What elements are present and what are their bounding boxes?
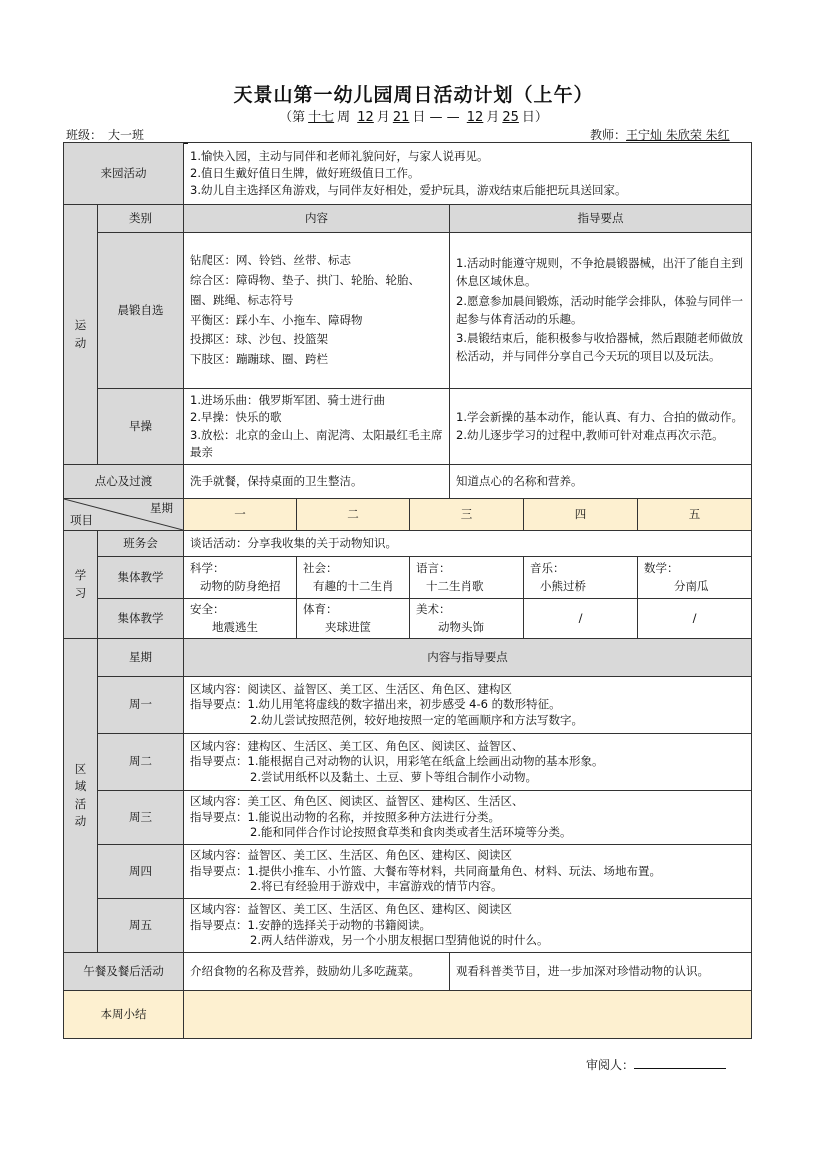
area-line: 区域内容：建构区、生活区、美工区、角色区、阅读区、益智区、 — [190, 738, 524, 753]
reviewer-signature-field[interactable] — [634, 1056, 726, 1069]
lesson-cell-empty: / — [638, 599, 752, 639]
lesson-title: 地震逃生 — [212, 619, 258, 634]
class-value: 大一班 — [102, 126, 188, 144]
teacher-info — [590, 126, 730, 143]
corner-item: 项目 — [70, 512, 93, 527]
area-content-thu — [184, 845, 752, 899]
content-line: 下肢区：蹦蹦球、圈、跨栏 — [190, 352, 328, 367]
start-month: 12 — [357, 110, 374, 125]
lunch-label: 午餐及餐后活动 — [64, 953, 184, 991]
week-label: 周 — [337, 110, 351, 125]
area-line: 2.幼儿尝试按照范例，较好地按照一定的笔画顺序和方法写数字。 — [250, 712, 583, 727]
lesson-subject: 科学： — [190, 561, 225, 576]
lesson-cell-empty: / — [524, 599, 638, 639]
lesson-cell — [184, 557, 297, 599]
area-content-tue — [184, 734, 752, 791]
arrival-line: 1.愉快入园，主动与同伴和老师礼貌问好，与家人说再见。 — [190, 148, 489, 163]
morning-exercise-label: 晨锻自选 — [98, 233, 184, 389]
subtitle-open: （第 — [279, 110, 306, 125]
area-line: 区域内容：美工区、角色区、阅读区、益智区、建构区、生活区、 — [190, 794, 524, 809]
area-line: 指导要点：1.安静的选择关于动物的书籍阅读。 — [190, 917, 431, 932]
lesson-cell — [184, 599, 297, 639]
area-day-tue: 周二 — [98, 734, 184, 791]
area-day-mon: 周一 — [98, 677, 184, 734]
area-day-fri: 周五 — [98, 899, 184, 953]
weekday-tue: 二 — [297, 499, 410, 531]
area-day-thu: 周四 — [98, 845, 184, 899]
week-date-range — [0, 106, 827, 125]
end-day: 25 — [502, 110, 519, 125]
weekday-corner — [64, 499, 184, 531]
snack-content: 洗手就餐，保持桌面的卫生整洁。 — [184, 465, 450, 499]
lesson-subject: 安全： — [190, 602, 225, 617]
page-title: 天景山第一幼儿园周日活动计划（上午） — [233, 84, 594, 106]
content-line: 综合区：障碍物、垫子、拱门、轮胎、轮胎、 — [190, 272, 420, 287]
lesson-title: 分南瓜 — [674, 578, 709, 593]
morning-exercise-content — [184, 233, 450, 389]
meeting-content: 谈话活动：分享我收集的关于动物知识。 — [184, 531, 752, 557]
content-line: 1.进场乐曲：俄罗斯军团、骑士进行曲 — [190, 393, 385, 407]
corner-weekday: 星期 — [150, 501, 173, 515]
summary-content[interactable] — [184, 991, 752, 1039]
summary-label: 本周小结 — [64, 991, 184, 1039]
snack-guide: 知道点心的名称和营养。 — [450, 465, 752, 499]
content-line: 投掷区：球、沙包、投篮架 — [190, 332, 328, 347]
exercise-guide — [450, 389, 752, 465]
lesson-cell — [638, 557, 752, 599]
area-content-mon — [184, 677, 752, 734]
month-label: 月 — [376, 110, 390, 125]
lunch-content: 介绍食物的名称及营养，鼓励幼儿多吃蔬菜。 — [184, 953, 450, 991]
sports-label: 运 动 — [64, 205, 98, 465]
area-line: 2.两人结伴游戏，另一个小朋友根据口型猜他说的时什么。 — [250, 933, 549, 948]
lesson-subject: 数学： — [644, 561, 679, 576]
area-line: 区域内容：阅读区、益智区、美工区、生活区、角色区、建构区 — [190, 681, 512, 696]
lesson-title: 夹球进筐 — [325, 619, 371, 634]
lesson-subject: 社会： — [303, 561, 338, 576]
col-type: 类别 — [98, 205, 184, 233]
area-line: 指导要点：1.能说出动物的名称，并按照多种方法进行分类。 — [190, 809, 500, 824]
lesson-cell — [297, 599, 410, 639]
guide-line: 1.活动时能遵守规则，不争抢晨锻器械，出汗了能自主到休息区域休息。 — [456, 256, 743, 288]
lesson-subject: 语言： — [416, 561, 451, 576]
week-number: 十七 — [308, 110, 335, 125]
lunch-guide: 观看科普类节目，进一步加深对珍惜动物的认识。 — [450, 953, 752, 991]
area-col-day: 星期 — [98, 639, 184, 677]
area-label: 区 域 活 动 — [64, 639, 98, 953]
area-line: 指导要点：1.能根据自己对动物的认识，用彩笔在纸盒上绘画出动物的基本形象。 — [190, 754, 604, 769]
lesson-cell — [410, 557, 524, 599]
weekday-thu: 四 — [524, 499, 638, 531]
study-label: 学 习 — [64, 531, 98, 639]
col-guide: 指导要点 — [450, 205, 752, 233]
class-label: 班级： — [66, 128, 103, 142]
meeting-label: 班务会 — [98, 531, 184, 557]
area-day-wed: 周三 — [98, 791, 184, 845]
content-line: 2.早操：快乐的歌 — [190, 410, 282, 425]
lesson-cell — [524, 557, 638, 599]
content-line: 3.放松：北京的金山上、南泥湾、太阳最红毛主席最亲 — [190, 427, 443, 459]
lesson-subject: 体育： — [303, 602, 338, 617]
arrival-line: 3.幼儿自主选择区角游戏，与同伴友好相处，爱护玩具，游戏结束后能把玩具送回家。 — [190, 183, 627, 198]
area-content-fri — [184, 899, 752, 953]
arrival-label: 来园活动 — [64, 143, 184, 205]
area-line: 区域内容：益智区、美工区、生活区、角色区、建构区、阅读区 — [190, 848, 512, 863]
guide-line: 2.幼儿逐步学习的过程中,教师可针对难点再次示范。 — [456, 427, 724, 442]
content-line: 平衡区：踩小车、小拖车、障碍物 — [190, 312, 363, 327]
weekday-fri: 五 — [638, 499, 752, 531]
teacher-value: 王宁灿 朱欣荣 朱红 — [626, 128, 730, 142]
teacher-label: 教师： — [590, 128, 627, 142]
end-month: 12 — [466, 110, 484, 125]
lesson-title: 有趣的十二生肖 — [313, 578, 394, 593]
area-line: 2.将已有经验用于游戏中，丰富游戏的情节内容。 — [250, 879, 503, 894]
start-day: 21 — [392, 110, 410, 125]
col-content: 内容 — [184, 205, 450, 233]
weekday-wed: 三 — [410, 499, 524, 531]
lesson-subject: 音乐： — [530, 561, 565, 576]
lesson-cell — [410, 599, 524, 639]
day-label: 日 — — — [412, 110, 460, 125]
exercise-content — [184, 389, 450, 465]
group-teaching-label: 集体教学 — [98, 557, 184, 599]
arrival-line: 2.值日生戴好值日生牌，做好班级值日工作。 — [190, 165, 420, 180]
area-col-content: 内容与指导要点 — [184, 639, 752, 677]
activity-plan-table — [63, 142, 752, 1039]
lesson-subject: 美术： — [416, 602, 451, 617]
lesson-title: 小熊过桥 — [540, 578, 586, 593]
area-line: 指导要点：1.提供小推车、小竹篮、大餐布等材料，共同商量角色、材料、玩法、场地布置。 — [190, 863, 661, 878]
area-line: 2.尝试用纸杯以及黏土、土豆、萝卜等组合制作小动物。 — [250, 769, 537, 784]
area-line: 2.能和同伴合作讨论按照食草类和食肉类或者生活环境等分类。 — [250, 825, 572, 840]
area-content-wed — [184, 791, 752, 845]
reviewer-label: 审阅人： — [586, 1058, 635, 1072]
lesson-title: 动物头饰 — [438, 619, 484, 634]
lesson-cell — [297, 557, 410, 599]
lesson-title: 十二生肖歌 — [426, 578, 484, 593]
month-label: 月 — [486, 110, 500, 125]
guide-line: 3.晨锻结束后，能积极参与收拾器械，然后跟随老师做放松活动，并与同伴分享自己今天玩的项目以及玩法。 — [456, 331, 743, 364]
reviewer-line — [586, 1056, 726, 1073]
group-teaching-label: 集体教学 — [98, 599, 184, 639]
guide-line: 1.学会新操的基本动作，能认真、有力、合拍的做动作。 — [456, 410, 743, 425]
arrival-content — [184, 143, 752, 205]
morning-exercise-guide — [450, 233, 752, 389]
lesson-title: 动物的防身绝招 — [200, 578, 281, 593]
snack-label: 点心及过渡 — [64, 465, 184, 499]
exercise-label: 早操 — [98, 389, 184, 465]
content-line: 圈、跳绳、标志符号 — [190, 292, 294, 307]
area-line: 区域内容：益智区、美工区、生活区、角色区、建构区、阅读区 — [190, 902, 512, 917]
weekday-mon: 一 — [184, 499, 297, 531]
content-line: 钻爬区：网、铃铛、丝带、标志 — [190, 253, 351, 268]
area-line: 指导要点：1.幼儿用笔将虚线的数字描出来，初步感受 4-6 的数形特征。 — [190, 697, 561, 712]
day-label: 日） — [521, 110, 548, 125]
guide-line: 2.愿意参加晨间锻炼，活动时能学会排队，体验与同伴一起参与体育活动的乐趣。 — [456, 293, 743, 326]
